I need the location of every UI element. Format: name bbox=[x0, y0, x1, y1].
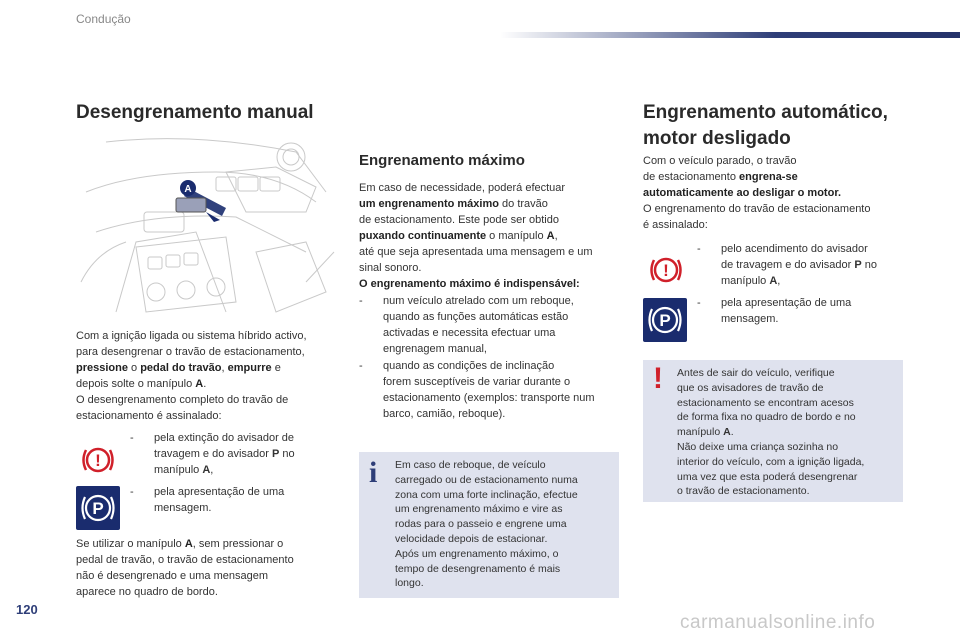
watermark: carmanualsonline.info bbox=[680, 612, 876, 633]
section-title: Condução bbox=[76, 12, 131, 26]
svg-text:!: ! bbox=[95, 451, 101, 470]
right-title: Engrenamento automático, motor desligado bbox=[643, 102, 888, 149]
right-bullet-1: - pelo acendimento do avisador de travagem e do avisador P no manípulo A, bbox=[697, 243, 877, 287]
svg-text:P: P bbox=[659, 311, 671, 330]
brake-warning-icon-right bbox=[648, 252, 684, 288]
left-bullet-2: - pela apresentação de uma mensagem. bbox=[130, 486, 285, 514]
left-title: Desengrenamento manual bbox=[76, 102, 314, 123]
left-bullet-1: - pela extinção do avisador de travagem e do avisador P no manípulo A, bbox=[130, 432, 295, 476]
left-outro: Se utilizar o manípulo A, sem pressionar o pedal de travão, o travão de estacionamento não é desengrenado e uma mensagem aparece no quadro de bordo. bbox=[76, 538, 294, 598]
info-box bbox=[359, 452, 619, 598]
brake-warning-icon bbox=[80, 442, 116, 478]
page-number: 120 bbox=[16, 602, 38, 617]
left-intro: Com a ignição ligada ou sistema híbrido activo, para desengrenar o travão de estacionamento, pressione o pedal do travão, empurre e depois solte o manípulo A. O desengrenamento completo do travão de estacionamento é assinalado: bbox=[76, 330, 307, 422]
warning-box bbox=[643, 360, 903, 502]
warning-text: Antes de sair do veículo, verifique que os avisadores de travão de estacionamento se encontram acesos de forma fixa no quadro de bordo e no manípulo A. Não deixe uma criança sozinha no interior do veículo, com a ignição ligada, uma vez que esta poderá desengrenar o travão de estacionamento. bbox=[677, 367, 865, 498]
info-text: Em caso de reboque, de veículo carregado ou de estacionamento numa zona com uma forte inclinação, efectue um engrenamento máximo e vire as rodas para o passeio e engrene uma velocidade depois de estacionar. Após um engrenamento máximo, o tempo de desengrenamento é mais longo. bbox=[395, 459, 578, 590]
middle-title: Engrenamento máximo bbox=[359, 152, 525, 169]
svg-text:P: P bbox=[92, 499, 104, 518]
middle-bullet-1: - num veículo atrelado com um reboque, quando as funções automáticas estão activadas e necessita efectuar uma engrenagem manual, bbox=[359, 295, 574, 355]
image-label-a: A bbox=[184, 184, 192, 195]
middle-bullet-2: - quando as condições de inclinação forem susceptíveis de variar durante o estacionamento (exemplos: transporte num barco, camião, reboque). bbox=[359, 360, 595, 420]
svg-text:!: ! bbox=[663, 261, 669, 280]
info-icon: i bbox=[369, 456, 378, 489]
right-bullet-2: - pela apresentação de uma mensagem. bbox=[697, 297, 852, 325]
middle-paragraph: Em caso de necessidade, poderá efectuar um engrenamento máximo do travão de estacionamento. Este pode ser obtido puxando continuamente o manípulo A, até que seja apresentada uma mensagem e um sinal sonoro. O engrenamento máximo é indispensável: bbox=[359, 182, 593, 290]
parking-brake-icon bbox=[76, 486, 120, 530]
dashboard-illustration bbox=[76, 132, 338, 320]
warning-icon: ! bbox=[653, 362, 663, 395]
right-paragraph: Com o veículo parado, o travão de estacionamento engrena-se automaticamente ao desligar o motor. O engrenamento do travão de estacionamento é assinalado: bbox=[643, 155, 871, 231]
parking-brake-icon-right bbox=[643, 298, 687, 342]
header-bar bbox=[500, 32, 960, 38]
